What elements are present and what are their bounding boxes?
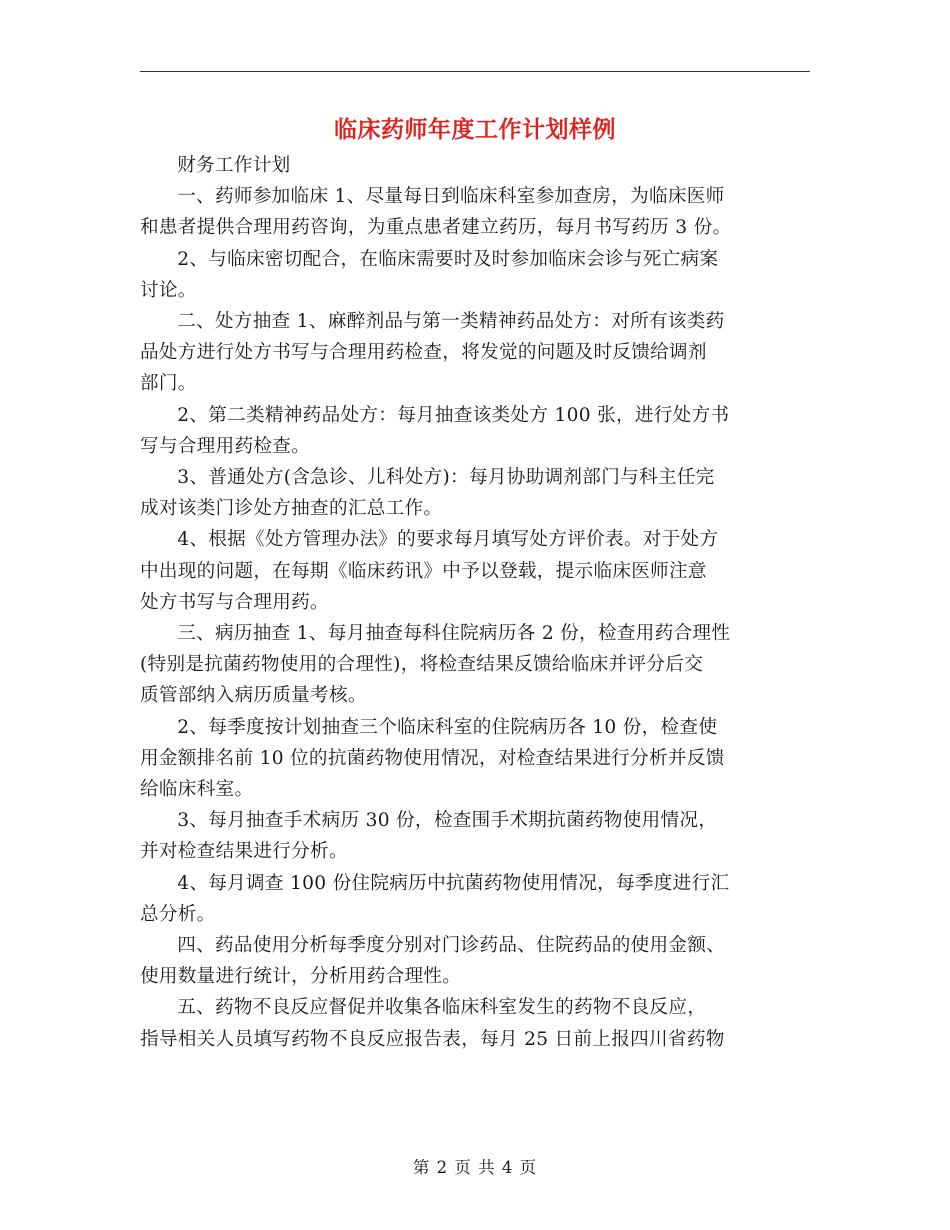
header-rule xyxy=(140,71,810,72)
text-line: (特别是抗菌药物使用的合理性)，将检查结果反馈给临床并评分后交 xyxy=(140,654,704,676)
text-line: 和患者提供合理用药咨询，为重点患者建立药历，每月书写药历 3 份。 xyxy=(140,217,732,239)
text-line: 成对该类门诊处方抽查的汇总工作。 xyxy=(140,498,443,520)
text-line: 并对检查结果进行分析。 xyxy=(140,841,348,863)
text-line: 写与合理用药检查。 xyxy=(140,435,311,457)
text-line: 给临床科室。 xyxy=(140,779,254,801)
text-line: 二、处方抽查 1、麻醉剂品与第一类精神药品处方：对所有该类药 xyxy=(177,311,725,333)
text-line: 使用数量进行统计，分析用药合理性。 xyxy=(140,966,462,988)
text-line: 3、普通处方(含急诊、儿科处方)：每月协助调剂部门与科主任完 xyxy=(177,467,715,489)
text-line: 中出现的问题，在每期《临床药讯》中予以登载，提示临床医师注意 xyxy=(140,560,707,582)
text-line: 总分析。 xyxy=(140,903,216,925)
text-line: 三、病历抽查 1、每月抽查每科住院病历各 2 份，检查用药合理性 xyxy=(177,623,731,645)
text-line: 4、每月调查 100 份住院病历中抗菌药物使用情况，每季度进行汇 xyxy=(177,872,730,894)
text-line: 2、第二类精神药品处方：每月抽查该类处方 100 张，进行处方书 xyxy=(177,404,730,426)
paragraph xyxy=(140,868,812,930)
paragraph xyxy=(140,306,812,400)
paragraph xyxy=(140,712,812,806)
text-line: 部门。 xyxy=(140,373,197,395)
text-line: 五、药物不良反应督促并收集各临床科室发生的药物不良反应， xyxy=(177,997,707,1019)
paragraph xyxy=(140,462,812,524)
text-line: 4、根据《处方管理办法》的要求每月填写处方评价表。对于处方 xyxy=(177,529,719,551)
paragraph xyxy=(140,244,812,306)
text-line: 品处方进行处方书写与合理用药检查，将发觉的问题及时反馈给调剂 xyxy=(140,342,707,364)
text-line: 四、药品使用分析每季度分别对门诊药品、住院药品的使用金额、 xyxy=(177,935,726,957)
document-title: 临床药师年度工作计划样例 xyxy=(334,116,616,143)
text-line: 2、每季度按计划抽查三个临床科室的住院病历各 10 份，检查使 xyxy=(177,716,718,738)
text-line: 讨论。 xyxy=(140,279,197,301)
paragraph xyxy=(140,930,812,992)
text-line: 2、与临床密切配合，在临床需要时及时参加临床会诊与死亡病案 xyxy=(177,248,719,270)
text-line: 一、药师参加临床 1、尽量每日到临床科室参加查房，为临床医师 xyxy=(177,186,725,208)
paragraph xyxy=(140,805,812,867)
document-body xyxy=(140,150,812,1055)
paragraph xyxy=(140,150,812,181)
paragraph xyxy=(140,618,812,712)
paragraph xyxy=(140,524,812,618)
paragraph xyxy=(140,400,812,462)
paragraph xyxy=(140,181,812,243)
text-line: 指导相关人员填写药物不良反应报告表，每月 25 日前上报四川省药物 xyxy=(140,1028,725,1050)
text-line: 处方书写与合理用药。 xyxy=(140,591,329,613)
text-line: 用金额排名前 10 位的抗菌药物使用情况，对检查结果进行分析并反馈 xyxy=(140,747,725,769)
page-footer: 第 2 页 共 4 页 xyxy=(412,1158,538,1177)
text-line: 财务工作计划 xyxy=(177,155,291,176)
text-line: 3、每月抽查手术病历 30 份，检查围手术期抗菌药物使用情况， xyxy=(177,810,718,832)
paragraph xyxy=(140,992,812,1054)
text-line: 质管部纳入病历质量考核。 xyxy=(140,685,367,707)
